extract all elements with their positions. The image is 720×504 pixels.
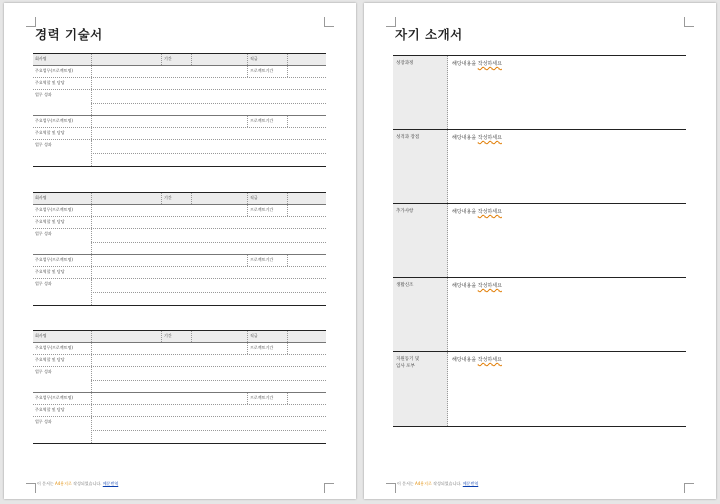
table-row — [33, 205, 326, 217]
period-input[interactable] — [191, 331, 247, 342]
career-block — [33, 192, 326, 306]
career-statement-page — [4, 3, 356, 499]
project-label: 주요업무(프로젝트명) — [35, 395, 73, 400]
performance-label: 업무 성과 — [35, 231, 52, 236]
table-row — [33, 343, 326, 355]
table-row — [33, 417, 326, 443]
intro-section-row — [393, 278, 686, 352]
table-row — [33, 140, 326, 166]
crop-mark — [386, 483, 396, 493]
page-title: 자기 소개서 — [395, 27, 463, 42]
position-input[interactable] — [287, 193, 326, 204]
table-row — [33, 229, 326, 255]
performance-input[interactable] — [91, 90, 326, 115]
role-label: 주요역할 및 담당 — [35, 357, 65, 362]
intro-section-label: 성격과 장점 — [393, 130, 448, 203]
performance-label: 업무 성과 — [35, 281, 52, 286]
period-label: 기간 — [161, 193, 191, 204]
placeholder-text: 해당내용을 — [452, 283, 477, 289]
crop-mark — [684, 483, 694, 493]
footer-note: 이 문서는 A4용지로 작성되었습니다. 예문번역 — [397, 481, 479, 486]
career-block — [33, 330, 326, 444]
page-title: 경력 기술서 — [35, 27, 103, 42]
project-period-label: 프로젝트기간 — [247, 393, 287, 404]
role-input[interactable] — [91, 267, 326, 278]
role-input[interactable] — [91, 78, 326, 89]
crop-mark — [324, 17, 334, 27]
period-label: 기간 — [161, 331, 191, 342]
project-label: 주요업무(프로젝트명) — [35, 207, 73, 212]
period-input[interactable] — [191, 54, 247, 65]
self-introduction-page — [364, 3, 716, 499]
period-label: 기간 — [161, 54, 191, 65]
intro-table — [393, 55, 686, 427]
role-label: 주요역할 및 담당 — [35, 80, 65, 85]
crop-mark — [684, 17, 694, 27]
role-input[interactable] — [91, 128, 326, 139]
company-input[interactable] — [91, 331, 161, 342]
table-row — [33, 255, 326, 267]
table-row — [33, 267, 326, 279]
intro-section-row — [393, 204, 686, 278]
footer-link[interactable]: 예문번역 — [462, 481, 479, 486]
intro-section-label: 생활신조 — [393, 278, 448, 351]
project-label: 주요업무(프로젝트명) — [35, 68, 73, 73]
table-row — [33, 405, 326, 417]
project-input[interactable] — [91, 343, 247, 354]
project-input[interactable] — [91, 393, 247, 404]
placeholder-text: 작성하세요 — [477, 135, 502, 141]
project-label: 주요업무(프로젝트명) — [35, 118, 73, 123]
intro-section-input[interactable] — [452, 60, 502, 67]
table-row — [33, 90, 326, 116]
crop-mark — [324, 483, 334, 493]
placeholder-text: 작성하세요 — [477, 61, 502, 67]
table-row — [33, 128, 326, 140]
intro-section-input[interactable] — [452, 282, 502, 289]
placeholder-text: 작성하세요 — [477, 209, 502, 215]
career-block — [33, 53, 326, 167]
project-period-input[interactable] — [287, 66, 326, 77]
footer-note: 이 문서는 A4용지로 작성되었습니다. 예문번역 — [37, 481, 119, 486]
table-row — [33, 78, 326, 90]
project-period-label: 프로젝트기간 — [247, 343, 287, 354]
project-period-input[interactable] — [287, 205, 326, 216]
table-row — [33, 217, 326, 229]
table-row — [33, 355, 326, 367]
project-input[interactable] — [91, 255, 247, 266]
project-input[interactable] — [91, 205, 247, 216]
position-label: 직급 — [247, 54, 287, 65]
project-period-label: 프로젝트기간 — [247, 116, 287, 127]
position-label: 직급 — [247, 331, 287, 342]
intro-section-row — [393, 56, 686, 130]
project-period-input[interactable] — [287, 393, 326, 404]
role-input[interactable] — [91, 217, 326, 228]
placeholder-text: 작성하세요 — [477, 357, 502, 363]
placeholder-text: 해당내용을 — [452, 61, 477, 67]
company-label: 회사명 — [35, 56, 47, 61]
placeholder-text: 해당내용을 — [452, 357, 477, 363]
performance-label: 업무 성과 — [35, 369, 52, 374]
intro-section-row — [393, 352, 686, 426]
intro-section-label: 지원동기 및 입사 포부 — [393, 352, 448, 426]
role-input[interactable] — [91, 355, 326, 366]
table-row — [33, 331, 326, 343]
project-period-label: 프로젝트기간 — [247, 205, 287, 216]
project-label: 주요업무(프로젝트명) — [35, 257, 73, 262]
performance-input[interactable] — [91, 367, 326, 392]
project-period-label: 프로젝트기간 — [247, 255, 287, 266]
performance-input[interactable] — [91, 140, 326, 166]
intro-section-label: 추가사항 — [393, 204, 448, 277]
period-input[interactable] — [191, 193, 247, 204]
project-period-input[interactable] — [287, 343, 326, 354]
company-input[interactable] — [91, 193, 161, 204]
intro-section-input[interactable] — [452, 356, 502, 363]
footer-link[interactable]: 예문번역 — [102, 481, 119, 486]
table-row — [33, 193, 326, 205]
role-label: 주요역할 및 담당 — [35, 130, 65, 135]
table-row — [33, 116, 326, 128]
project-period-label: 프로젝트기간 — [247, 66, 287, 77]
project-input[interactable] — [91, 116, 247, 127]
crop-mark — [26, 483, 36, 493]
project-period-input[interactable] — [287, 116, 326, 127]
performance-input[interactable] — [91, 279, 326, 305]
project-period-input[interactable] — [287, 255, 326, 266]
company-label: 회사명 — [35, 333, 47, 338]
position-input[interactable] — [287, 331, 326, 342]
performance-label: 업무 성과 — [35, 142, 52, 147]
project-input[interactable] — [91, 66, 247, 77]
intro-section-label: 성장과정 — [393, 56, 448, 129]
placeholder-text: 해당내용을 — [452, 209, 477, 215]
table-row — [33, 393, 326, 405]
placeholder-text: 해당내용을 — [452, 135, 477, 141]
placeholder-text: 작성하세요 — [477, 283, 502, 289]
company-input[interactable] — [91, 54, 161, 65]
role-label: 주요역할 및 담당 — [35, 219, 65, 224]
table-row — [33, 279, 326, 305]
company-label: 회사명 — [35, 195, 47, 200]
intro-section-input[interactable] — [452, 134, 502, 141]
intro-section-input[interactable] — [452, 208, 502, 215]
table-row — [33, 54, 326, 66]
table-row — [33, 367, 326, 393]
position-input[interactable] — [287, 54, 326, 65]
intro-section-row — [393, 130, 686, 204]
table-row — [33, 66, 326, 78]
performance-label: 업무 성과 — [35, 92, 52, 97]
role-label: 주요역할 및 담당 — [35, 407, 65, 412]
performance-label: 업무 성과 — [35, 419, 52, 424]
role-input[interactable] — [91, 405, 326, 416]
performance-input[interactable] — [91, 417, 326, 443]
project-label: 주요업무(프로젝트명) — [35, 345, 73, 350]
role-label: 주요역할 및 담당 — [35, 269, 65, 274]
performance-input[interactable] — [91, 229, 326, 254]
position-label: 직급 — [247, 193, 287, 204]
